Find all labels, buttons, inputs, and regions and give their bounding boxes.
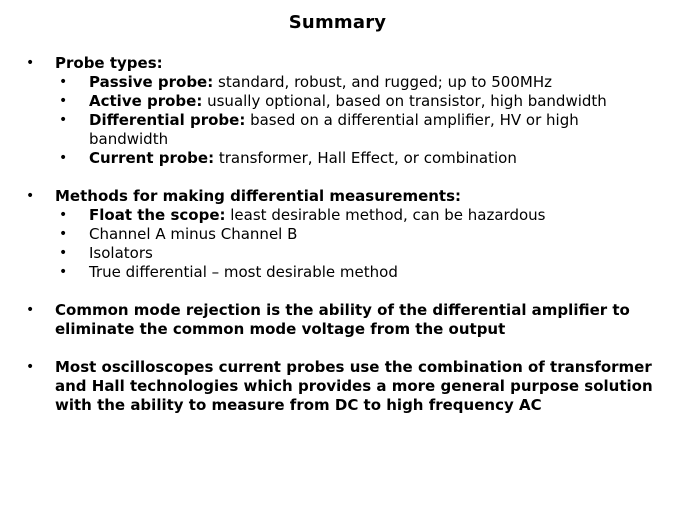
sub-list <box>26 206 658 282</box>
sub-item-text: Isolators <box>89 244 153 262</box>
sub-item-true-differential <box>26 263 658 282</box>
bullet-icon: • <box>59 226 68 242</box>
sub-item-term: Active probe: <box>89 92 203 110</box>
bullet-heading: Common mode rejection is the ability of the differential amplifier to eliminate the common mode voltage from the output <box>55 301 630 338</box>
bullet-icon: • <box>59 150 68 166</box>
bullet-item <box>26 301 658 339</box>
sub-item-term: Differential probe: <box>89 111 246 129</box>
sub-item-text: Channel A minus Channel B <box>89 225 298 243</box>
sub-item-text: usually optional, based on transistor, high bandwidth <box>202 92 607 110</box>
sub-item-term: Current probe: <box>89 149 215 167</box>
bullet-icon: • <box>26 302 35 318</box>
sub-item-term: Passive probe: <box>89 73 214 91</box>
bullet-item <box>26 187 658 206</box>
bullet-item <box>26 54 658 73</box>
sub-item-term: Float the scope: <box>89 206 226 224</box>
slide-title: Summary <box>288 12 387 33</box>
bullet-icon: • <box>59 112 68 128</box>
bullet-icon: • <box>59 93 68 109</box>
sub-item-active-probe <box>26 92 658 111</box>
bullet-group-probe-types <box>26 54 658 168</box>
sub-item-text: based on a differential amplifier, HV or high bandwidth <box>89 111 579 148</box>
bullet-item <box>26 358 658 415</box>
sub-item-channel-a-minus-b <box>26 225 658 244</box>
bullet-icon: • <box>59 207 68 223</box>
sub-item-float-scope <box>26 206 658 225</box>
bullet-icon: • <box>59 245 68 261</box>
bullet-icon: • <box>59 264 68 280</box>
sub-item-isolators <box>26 244 658 263</box>
bullet-icon: • <box>59 74 68 90</box>
bullet-heading: Methods for making differential measurements: <box>55 187 462 205</box>
sub-item-text: least desirable method, can be hazardous <box>225 206 546 224</box>
bullet-heading: Probe types: <box>55 54 163 72</box>
sub-item-text: standard, robust, and rugged; up to 500MHz <box>213 73 552 91</box>
sub-item-text: transformer, Hall Effect, or combination <box>214 149 517 167</box>
bullet-icon: • <box>26 359 35 375</box>
bullet-group-common-mode-rejection <box>26 301 658 339</box>
sub-item-current-probe <box>26 149 658 168</box>
bullet-heading: Most oscilloscopes current probes use the combination of transformer and Hall technologies which provides a more general purpose solution with the ability to measure from DC to high frequency AC <box>55 358 653 414</box>
bullet-group-differential-methods <box>26 187 658 282</box>
sub-item-passive-probe <box>26 73 658 92</box>
bullet-icon: • <box>26 55 35 71</box>
bullet-icon: • <box>26 188 35 204</box>
bullet-group-current-probes <box>26 358 658 415</box>
sub-item-text: True differential – most desirable method <box>89 263 398 281</box>
slide-content <box>26 54 658 434</box>
sub-item-differential-probe <box>26 111 658 149</box>
sub-list <box>26 73 658 168</box>
